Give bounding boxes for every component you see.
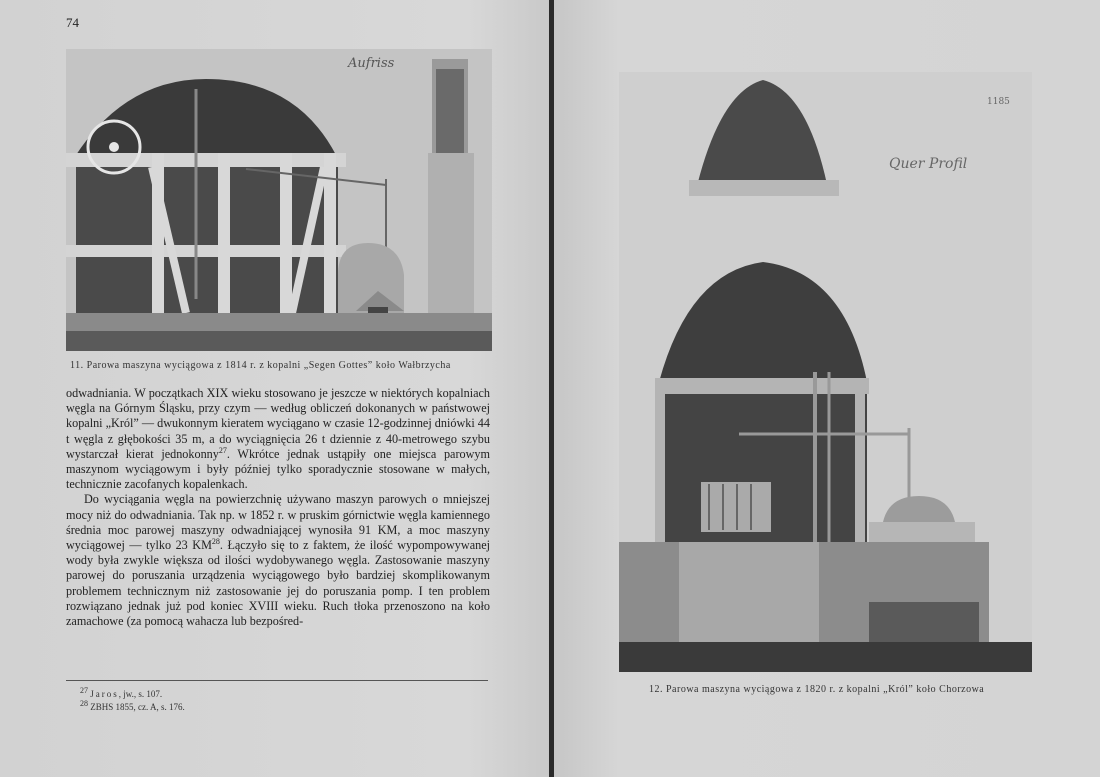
figure-12-drawing: [619, 72, 1032, 672]
figure-12-caption: 12. Parowa maszyna wyciągowa z 1820 r. z kopalni „Król” koło Chorzowa: [649, 684, 985, 695]
figure-11-engraving: [66, 49, 492, 351]
footnote-ref: 27: [218, 445, 227, 455]
right-page: [554, 0, 1100, 777]
page-number: 74: [66, 15, 79, 30]
footnote-ref: 28: [211, 536, 220, 546]
body-text: [66, 386, 490, 629]
footnote: $^{27}$ Jaros, jw., s. 107.: [80, 686, 163, 699]
figure-11-drawing-title: Aufriss: [348, 56, 395, 71]
paragraph: odwadniania. W początkach XIX wieku stosowano je jeszcze w niektórych kopalniach węgla na Górnym Śląsku, przy czym — według obliczeń dokonanych w państwowej kopalni „Król” — dwukonnym kieratem wyciągano w czasie 12-godzinnej dniówki 44 t węgla z głębokości 35 m, a do wyciągnięcia 26 t dziennie z 40-metrowego szybu wystarczał kierat jednokonny$^{27}$. Wkrótce jednak ustąpiły one miejsca parowym maszynom wyciągowym i były później tylko sporadycznie stosowane w małych, technicznie zacofanych kopalenkach.: [66, 386, 490, 492]
left-page: [0, 0, 549, 777]
figure-11-caption: 11. Parowa maszyna wyciągowa z 1814 r. z kopalni „Segen Gottes” koło Wałbrzycha: [70, 360, 451, 371]
footnotes: [80, 688, 185, 714]
paragraph: Do wyciągania węgla na powierzchnię używano maszyn parowych o mniejszej mocy niż do odwadniania. Tak np. w 1852 r. w pruskim górnictwie węgla kamiennego średnia moc parowej maszyny odwadniającej wynosiła 91 KM, a moc maszyny wyciągowej — tylko 23 KM$^{28}$. Łączyło się to z faktem, że ilość wypompowywanej wody była zwykle większa od ilości wydobywanego węgla. Zastosowanie maszyny parowej do poruszania urządzenia wyciągowego było bardziej skomplikowanym problemem technicznym niż zastosowanie jej do poruszania pomp. I ten problem rozwiązano jednak już pod koniec XVIII wieku. Ruch tłoka przenoszono na koło zamachowe (za pomocą wahacza lub bezpośred-: [66, 492, 490, 629]
figure-11-drawing: [66, 49, 492, 351]
footnote-divider: [66, 680, 488, 681]
figure-12-drawing-title: Quer Profil: [889, 156, 968, 172]
figure-12-engraving: [619, 72, 1032, 672]
figure-12-sheet-number: 1185: [987, 97, 1010, 107]
footnote: $^{28}$ ZBHS 1855, cz. A, s. 176.: [80, 699, 185, 712]
